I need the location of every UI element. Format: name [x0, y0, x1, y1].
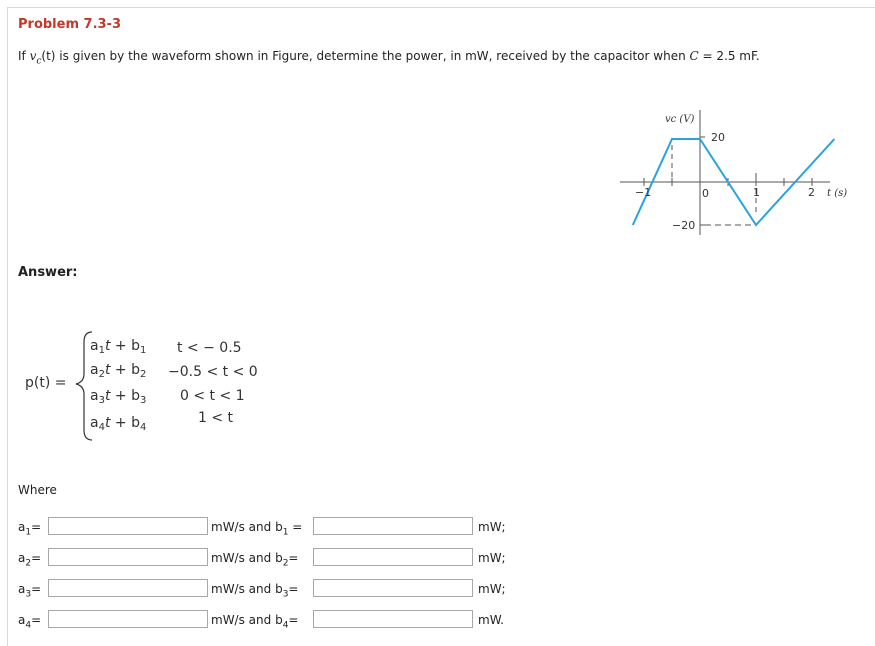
a-equals: =: [31, 582, 42, 596]
b-subscript: 3: [282, 589, 289, 600]
waveform-figure: [615, 105, 860, 240]
a-subscript: 1: [25, 527, 32, 538]
y-axis-label: vc (V): [665, 114, 695, 125]
case-sub-a: 2: [98, 369, 105, 380]
case-condition: 0 < t < 1: [180, 388, 245, 404]
b-symbol: b: [275, 520, 283, 534]
case-expression: [90, 415, 146, 433]
case-list: [90, 338, 258, 433]
case-sub-a: 1: [98, 345, 105, 356]
coefficient-row: [18, 579, 618, 599]
case-condition: 1 < t: [198, 410, 234, 426]
a-subscript: 3: [25, 589, 32, 600]
case-sub-a: 3: [98, 395, 105, 406]
b-symbol: b: [275, 613, 283, 627]
question-text-pre: If: [18, 49, 30, 63]
question-text-post: is given by the waveform shown in Figure, determine the power, in mW, received by the capacitor when: [55, 49, 690, 63]
a-input[interactable]: [48, 517, 208, 535]
a-symbol: a: [18, 613, 26, 627]
a-subscript: 2: [25, 558, 32, 569]
a-label: [18, 613, 41, 630]
b-unit: mW;: [478, 582, 506, 596]
a-unit: [211, 613, 298, 630]
b-equals: =: [288, 551, 299, 565]
b-input[interactable]: [313, 610, 473, 628]
question-var-arg: (t): [41, 49, 56, 63]
a-equals: =: [31, 551, 42, 565]
a-input[interactable]: [48, 610, 208, 628]
case-expression: [90, 362, 146, 380]
a-label: [18, 551, 41, 568]
problem-title: Problem 7.3-3: [18, 17, 121, 32]
tick-label-0: 0: [702, 187, 709, 200]
piecewise-equation: [20, 330, 320, 445]
a-symbol: a: [18, 551, 26, 565]
question-capacitance-symbol: C: [689, 49, 699, 63]
x-axis-label: t (s): [827, 188, 848, 199]
b-subscript: 4: [282, 620, 289, 631]
case-expr-a: a: [90, 338, 99, 354]
b-subscript: 2: [282, 558, 289, 569]
a-unit-text: mW/s and: [211, 613, 276, 627]
b-symbol: b: [275, 582, 283, 596]
coefficient-row: [18, 517, 618, 537]
b-unit: mW;: [478, 520, 506, 534]
a-label: [18, 520, 41, 537]
case-t: t +: [104, 388, 132, 404]
a-unit-text: mW/s and: [211, 582, 276, 596]
tick-label-2: 2: [808, 186, 815, 199]
coefficient-row: [18, 548, 618, 568]
b-unit: mW.: [478, 613, 504, 627]
problem-question: [18, 49, 760, 66]
a-input[interactable]: [48, 579, 208, 597]
question-var: v: [29, 49, 37, 63]
case-expr-a: a: [90, 388, 99, 404]
tick-label-20: 20: [711, 131, 725, 144]
a-unit: [211, 582, 298, 599]
tick-label-1: 1: [753, 186, 760, 199]
b-input[interactable]: [313, 548, 473, 566]
case-expr-a: a: [90, 415, 99, 431]
case-expression: [90, 388, 146, 406]
a-equals: =: [31, 613, 42, 627]
a-unit-text: mW/s and: [211, 520, 276, 534]
b-equals: =: [288, 520, 303, 534]
tick-label-m1: −1: [635, 186, 652, 199]
case-condition: t < − 0.5: [177, 340, 242, 356]
a-input[interactable]: [48, 548, 208, 566]
case-sub-a: 4: [98, 422, 105, 433]
where-label: Where: [18, 483, 57, 497]
case-expr-a: a: [90, 362, 99, 378]
b-subscript: 1: [282, 527, 289, 538]
question-text-end: = 2.5 mF.: [698, 49, 760, 63]
b-unit: mW;: [478, 551, 506, 565]
a-label: [18, 582, 41, 599]
b-symbol: b: [275, 551, 283, 565]
case-t: t +: [104, 362, 132, 378]
a-symbol: a: [18, 520, 26, 534]
p-of-t-label: p(t) =: [25, 375, 67, 391]
case-expr-b: b: [131, 388, 140, 404]
x-axis-ticks: [644, 173, 812, 186]
b-input[interactable]: [313, 579, 473, 597]
coefficient-row: [18, 610, 618, 630]
a-equals: =: [31, 520, 42, 534]
case-t: t +: [104, 338, 132, 354]
a-unit: [211, 520, 302, 537]
answer-label: Answer:: [18, 265, 78, 280]
case-expr-b: b: [131, 415, 140, 431]
a-unit: [211, 551, 298, 568]
case-expression: [90, 338, 146, 356]
a-subscript: 4: [25, 620, 32, 631]
case-t: t +: [104, 415, 132, 431]
b-equals: =: [288, 613, 299, 627]
case-sub-b: 4: [139, 422, 147, 433]
b-equals: =: [288, 582, 299, 596]
b-input[interactable]: [313, 517, 473, 535]
a-unit-text: mW/s and: [211, 551, 276, 565]
case-expr-b: b: [131, 362, 140, 378]
case-expr-b: b: [131, 338, 140, 354]
case-sub-b: 3: [139, 395, 147, 406]
case-sub-b: 2: [139, 369, 147, 380]
case-sub-b: 1: [139, 345, 147, 356]
tick-label-m20: −20: [672, 219, 696, 232]
case-condition: −0.5 < t < 0: [168, 364, 258, 380]
a-symbol: a: [18, 582, 26, 596]
question-var-sub: c: [36, 56, 42, 67]
